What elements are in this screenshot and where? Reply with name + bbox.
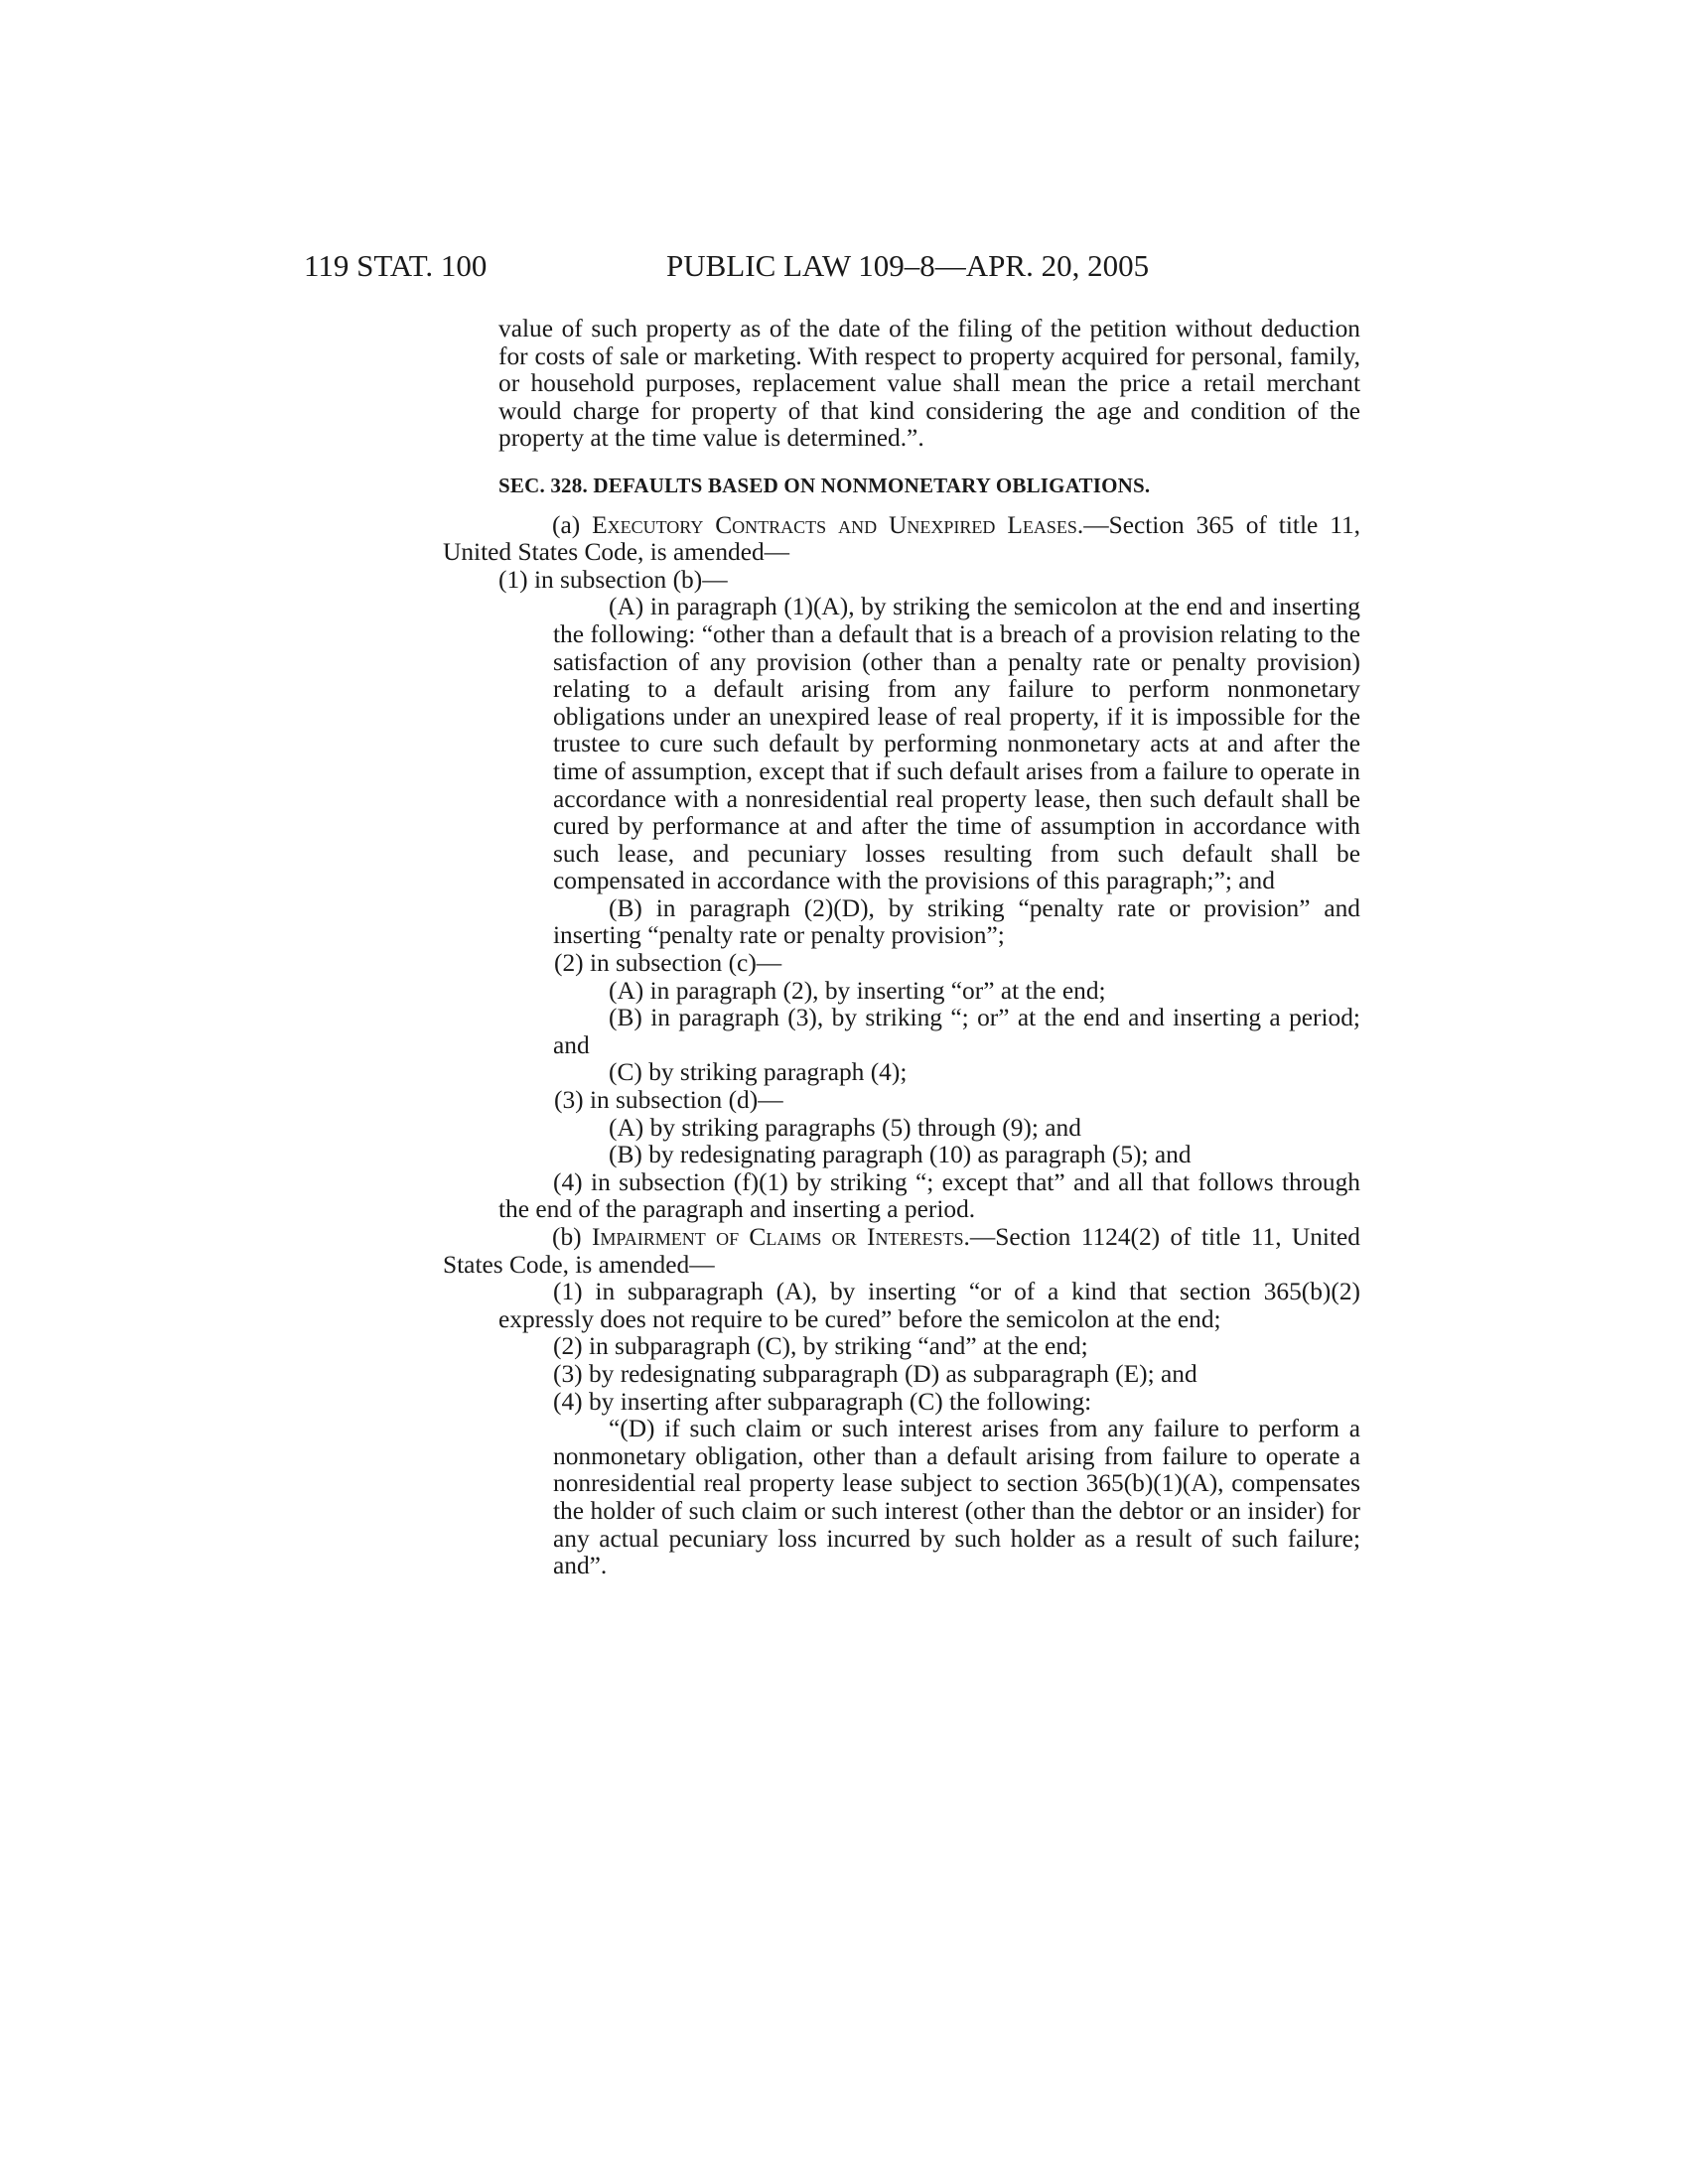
paragraph-b4: (4) by inserting after subparagraph (C) the following: bbox=[553, 1387, 1092, 1416]
subsection-a-caption: Executory Contracts and Unexpired Leases bbox=[592, 510, 1077, 539]
subparagraph-a3B: (B) by redesignating paragraph (10) as paragraph (5); and bbox=[609, 1141, 1192, 1169]
subsection-b-caption: Impairment of Claims or Interests bbox=[591, 1223, 964, 1251]
subparagraph-a2B: (B) in paragraph (3), by striking “; or” at the end and inserting a period; and bbox=[553, 1004, 1360, 1059]
section-heading: SEC. 328. DEFAULTS BASED ON NONMONETARY OBLIGATIONS. bbox=[498, 473, 1151, 497]
paragraph-a2: (2) in subsection (c)— bbox=[554, 949, 782, 978]
subsection-b bbox=[443, 1224, 1360, 1279]
intro-paragraph: value of such property as of the date of the filing of the petition without deduction for costs of sale or marketing. With respect to property acquired for personal, family, or household purposes, replacement value shall mean the price a retail merchant would charge for property of that kind considering the age and condition of the property at the time value is determined.”. bbox=[498, 315, 1360, 453]
subparagraph-a1A: (A) in paragraph (1)(A), by striking the semicolon at the end and inserting the following: “other than a default that is a breach of a provision relating to the satisfaction of any provision (other than a penalty rate or penalty provision) relating to a default arising from any failure to perform nonmonetary obligations under an unexpired lease of real property, if it is impossible for the trustee to cure such default by performing nonmonetary acts at and after the time of assumption, except that if such default arises from a failure to operate in accordance with a nonresidential real property lease, then such default shall be cured by performance at and after the time of assumption in accordance with such lease, and pecuniary losses resulting from such default shall be compensated in accordance with the provisions of this paragraph;”; and bbox=[553, 593, 1360, 895]
paragraph-b3: (3) by redesignating subparagraph (D) as subparagraph (E); and bbox=[553, 1359, 1197, 1388]
paragraph-a4: (4) in subsection (f)(1) by striking “; except that” and all that follows through the end of the paragraph and inserting a period. bbox=[498, 1167, 1360, 1224]
subsection-a-text: .—Section 365 of title 11, United States Code, is amended— bbox=[443, 510, 1360, 567]
subsection-b-label: (b) bbox=[552, 1223, 592, 1251]
subparagraph-a2A: (A) in paragraph (2), by inserting “or” at the end; bbox=[609, 976, 1106, 1005]
subparagraph-a1B: (B) in paragraph (2)(D), by striking “penalty rate or provision” and inserting “penalty rate or penalty provision”; bbox=[553, 893, 1360, 950]
subsection-a bbox=[443, 512, 1360, 567]
subparagraph-a2C: (C) by striking paragraph (4); bbox=[609, 1058, 908, 1087]
statute-page-number: 119 STAT. 100 bbox=[304, 248, 488, 283]
subparagraph-a3A: (A) by striking paragraphs (5) through (9); and bbox=[609, 1113, 1081, 1142]
public-law-header: PUBLIC LAW 109–8—APR. 20, 2005 bbox=[666, 248, 1150, 283]
paragraph-a1: (1) in subsection (b)— bbox=[498, 565, 728, 594]
subparagraph-b4D: “(D) if such claim or such interest arises from any failure to perform a nonmonetary obligation, other than a default arising from failure to operate a nonresidential real property lease subject to section 365(b)(1)(A), compensates the holder of such claim or such interest (other than the debtor or an insider) for any actual pecuniary loss incurred by such holder as a result of such failure; and”. bbox=[553, 1415, 1360, 1580]
paragraph-b2: (2) in subparagraph (C), by striking “and” at the end; bbox=[553, 1332, 1088, 1361]
subsection-b-text: .—Section 1124(2) of title 11, United States Code, is amended— bbox=[443, 1223, 1360, 1279]
paragraph-b1: (1) in subparagraph (A), by inserting “or of a kind that section 365(b)(2) expressly does not require to be cured” before the semicolon at the end; bbox=[498, 1278, 1360, 1333]
document-body bbox=[443, 315, 1360, 1580]
paragraph-a3: (3) in subsection (d)— bbox=[554, 1086, 783, 1115]
subsection-a-label: (a) bbox=[552, 510, 593, 539]
